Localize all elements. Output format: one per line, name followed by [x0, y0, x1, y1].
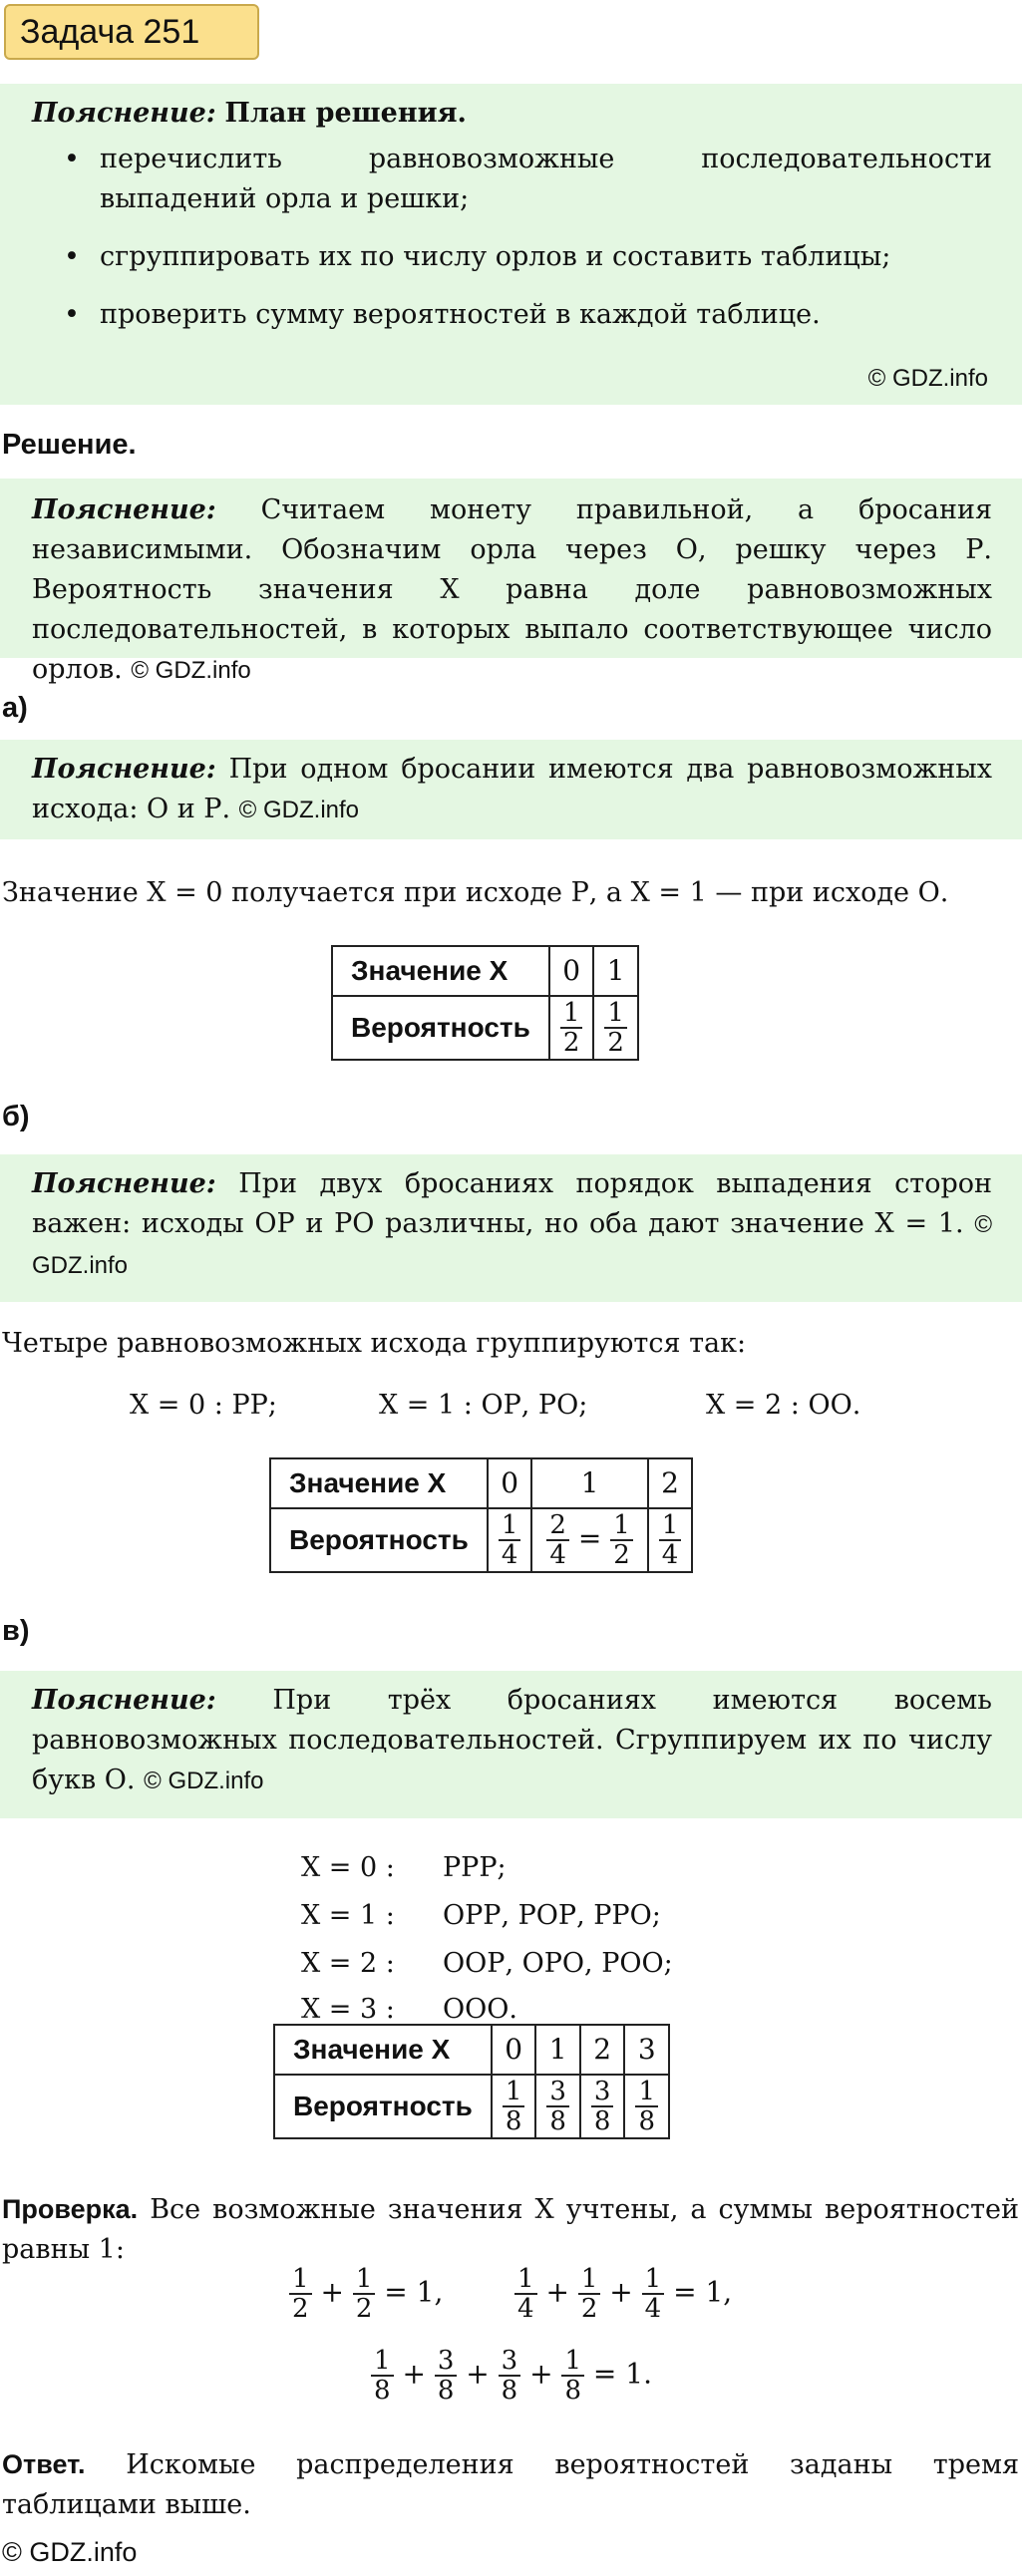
check-equation-2: $\frac{1}{4}$ + $\frac{1}{2}$ + $\frac{1}{4}$ = 1,: [514, 2265, 732, 2323]
plan-list: [32, 140, 992, 335]
table-value-label: Значение X: [332, 946, 549, 996]
general-note: [0, 479, 1022, 685]
plan-heading: План решения.: [224, 98, 467, 129]
part-a-table: [331, 945, 639, 1061]
part-b-table: [269, 1457, 693, 1573]
check-label: Проверка.: [2, 2194, 139, 2224]
table-value: 2: [648, 1458, 693, 1508]
table-value-label: Значение X: [274, 2025, 492, 2075]
table-prob: $\frac{2}{4}$ = $\frac{1}{2}$: [531, 1508, 647, 1572]
table-prob: $\frac{1}{2}$: [593, 996, 638, 1060]
part-c-group-seq: ООР, ОРО, РОО;: [443, 1948, 673, 1979]
part-b-note-text: При двух бросаниях порядок выпадения сторон важен: исходы ОР и РО различны, но оба дают значение X = 1.: [32, 1168, 992, 1239]
part-c-group-seq: РРР;: [443, 1852, 507, 1883]
answer-paragraph: [2, 2444, 1019, 2525]
part-a-text: Значение X = 0 получается при исходе Р, а X = 1 — при исходе О.: [2, 877, 949, 908]
check-equation-3: $\frac{1}{8}$ + $\frac{3}{8}$ + $\frac{3}{8}$ + $\frac{1}{8}$ = 1.: [371, 2347, 652, 2405]
task-title: Задача 251: [4, 4, 259, 60]
table-prob: $\frac{1}{4}$: [488, 1508, 532, 1572]
part-c-table: [273, 2024, 670, 2139]
part-c-group-seq: ОРР, РОР, РРО;: [443, 1900, 661, 1931]
check-text: Все возможные значения X учтены, а суммы вероятностей равны 1:: [2, 2194, 1019, 2265]
part-b-hint-label: Пояснение:: [32, 1168, 216, 1199]
table-prob: $\frac{1}{8}$: [624, 2075, 669, 2138]
part-a-copyright: © GDZ.info: [238, 797, 360, 823]
table-prob-label: Вероятность: [274, 2075, 492, 2138]
table-prob: $\frac{1}{4}$: [648, 1508, 693, 1572]
footer-copyright: © GDZ.info: [2, 2537, 138, 2567]
part-a-note: [0, 740, 1022, 839]
general-note-text: Считаем монету правильной, а бросания независимыми. Обозначим орла через О, решку через Р. Вероятность значения X равна доле равновозможных последовательностей, в которых выпало соответствующее число орлов.: [32, 494, 992, 685]
table-prob: $\frac{3}{8}$: [580, 2075, 625, 2138]
part-c-note-text: При трёх бросаниях имеются восемь равновозможных последовательностей. Сгруппируем их по числу букв О.: [32, 1685, 992, 1795]
part-b-group: X = 0 : РР;: [130, 1390, 277, 1421]
part-c-label: в): [2, 1615, 30, 1647]
plan-item: • проверить сумму вероятностей в каждой таблице.: [62, 295, 992, 335]
part-a-hint-label: Пояснение:: [32, 754, 216, 785]
general-copyright: © GDZ.info: [131, 657, 251, 684]
part-b-copyright: © GDZ.info: [32, 1211, 992, 1279]
part-b-text: Четыре равновозможных исхода группируются так:: [2, 1328, 747, 1359]
table-prob-label: Вероятность: [332, 996, 549, 1060]
part-c-group-x: X = 0 :: [301, 1852, 395, 1883]
part-b-note: [0, 1154, 1022, 1302]
part-b-group: X = 2 : ОО.: [706, 1390, 861, 1421]
answer-text: Искомые распределения вероятностей заданы тремя таблицами выше.: [2, 2449, 1019, 2520]
part-c-group-x: X = 2 :: [301, 1948, 395, 1979]
part-c-note: [0, 1671, 1022, 1818]
plan-copyright: © GDZ.info: [867, 365, 988, 392]
plan-hint-label: Пояснение:: [32, 98, 216, 129]
plan-note: [0, 84, 1022, 405]
general-hint-label: Пояснение:: [32, 494, 216, 525]
plan-item: • сгруппировать их по числу орлов и составить таблицы;: [62, 237, 992, 277]
table-prob: $\frac{3}{8}$: [535, 2075, 580, 2138]
part-b-group: X = 1 : ОР, РО;: [379, 1390, 588, 1421]
part-c-hint-label: Пояснение:: [32, 1685, 216, 1716]
table-value: 0: [549, 946, 594, 996]
answer-label: Ответ.: [2, 2449, 86, 2479]
table-value: 1: [593, 946, 638, 996]
table-value: 2: [580, 2025, 625, 2075]
table-prob: $\frac{1}{2}$: [549, 996, 594, 1060]
table-value: 0: [488, 1458, 532, 1508]
plan-item: • перечислить равновозможные последовательности выпадений орла и решки;: [62, 140, 992, 219]
table-value: 0: [492, 2025, 536, 2075]
solution-heading: Решение.: [2, 429, 137, 461]
part-c-group-x: X = 3 :: [301, 1994, 395, 2025]
table-value: 1: [531, 1458, 647, 1508]
part-a-note-text: При одном бросании имеются два равновозможных исхода: О и Р.: [32, 754, 992, 824]
table-value: 3: [624, 2025, 669, 2075]
table-value-label: Значение X: [270, 1458, 488, 1508]
table-prob-label: Вероятность: [270, 1508, 488, 1572]
part-c-group-x: X = 1 :: [301, 1900, 395, 1931]
part-a-label: а): [2, 692, 28, 724]
table-prob: $\frac{1}{8}$: [492, 2075, 536, 2138]
check-paragraph: [2, 2189, 1019, 2270]
check-equation-1: $\frac{1}{2}$ + $\frac{1}{2}$ = 1,: [289, 2265, 443, 2323]
part-b-label: б): [2, 1101, 30, 1132]
part-c-copyright: © GDZ.info: [144, 1768, 264, 1794]
table-value: 1: [535, 2025, 580, 2075]
part-c-group-seq: ООО.: [443, 1994, 517, 2025]
